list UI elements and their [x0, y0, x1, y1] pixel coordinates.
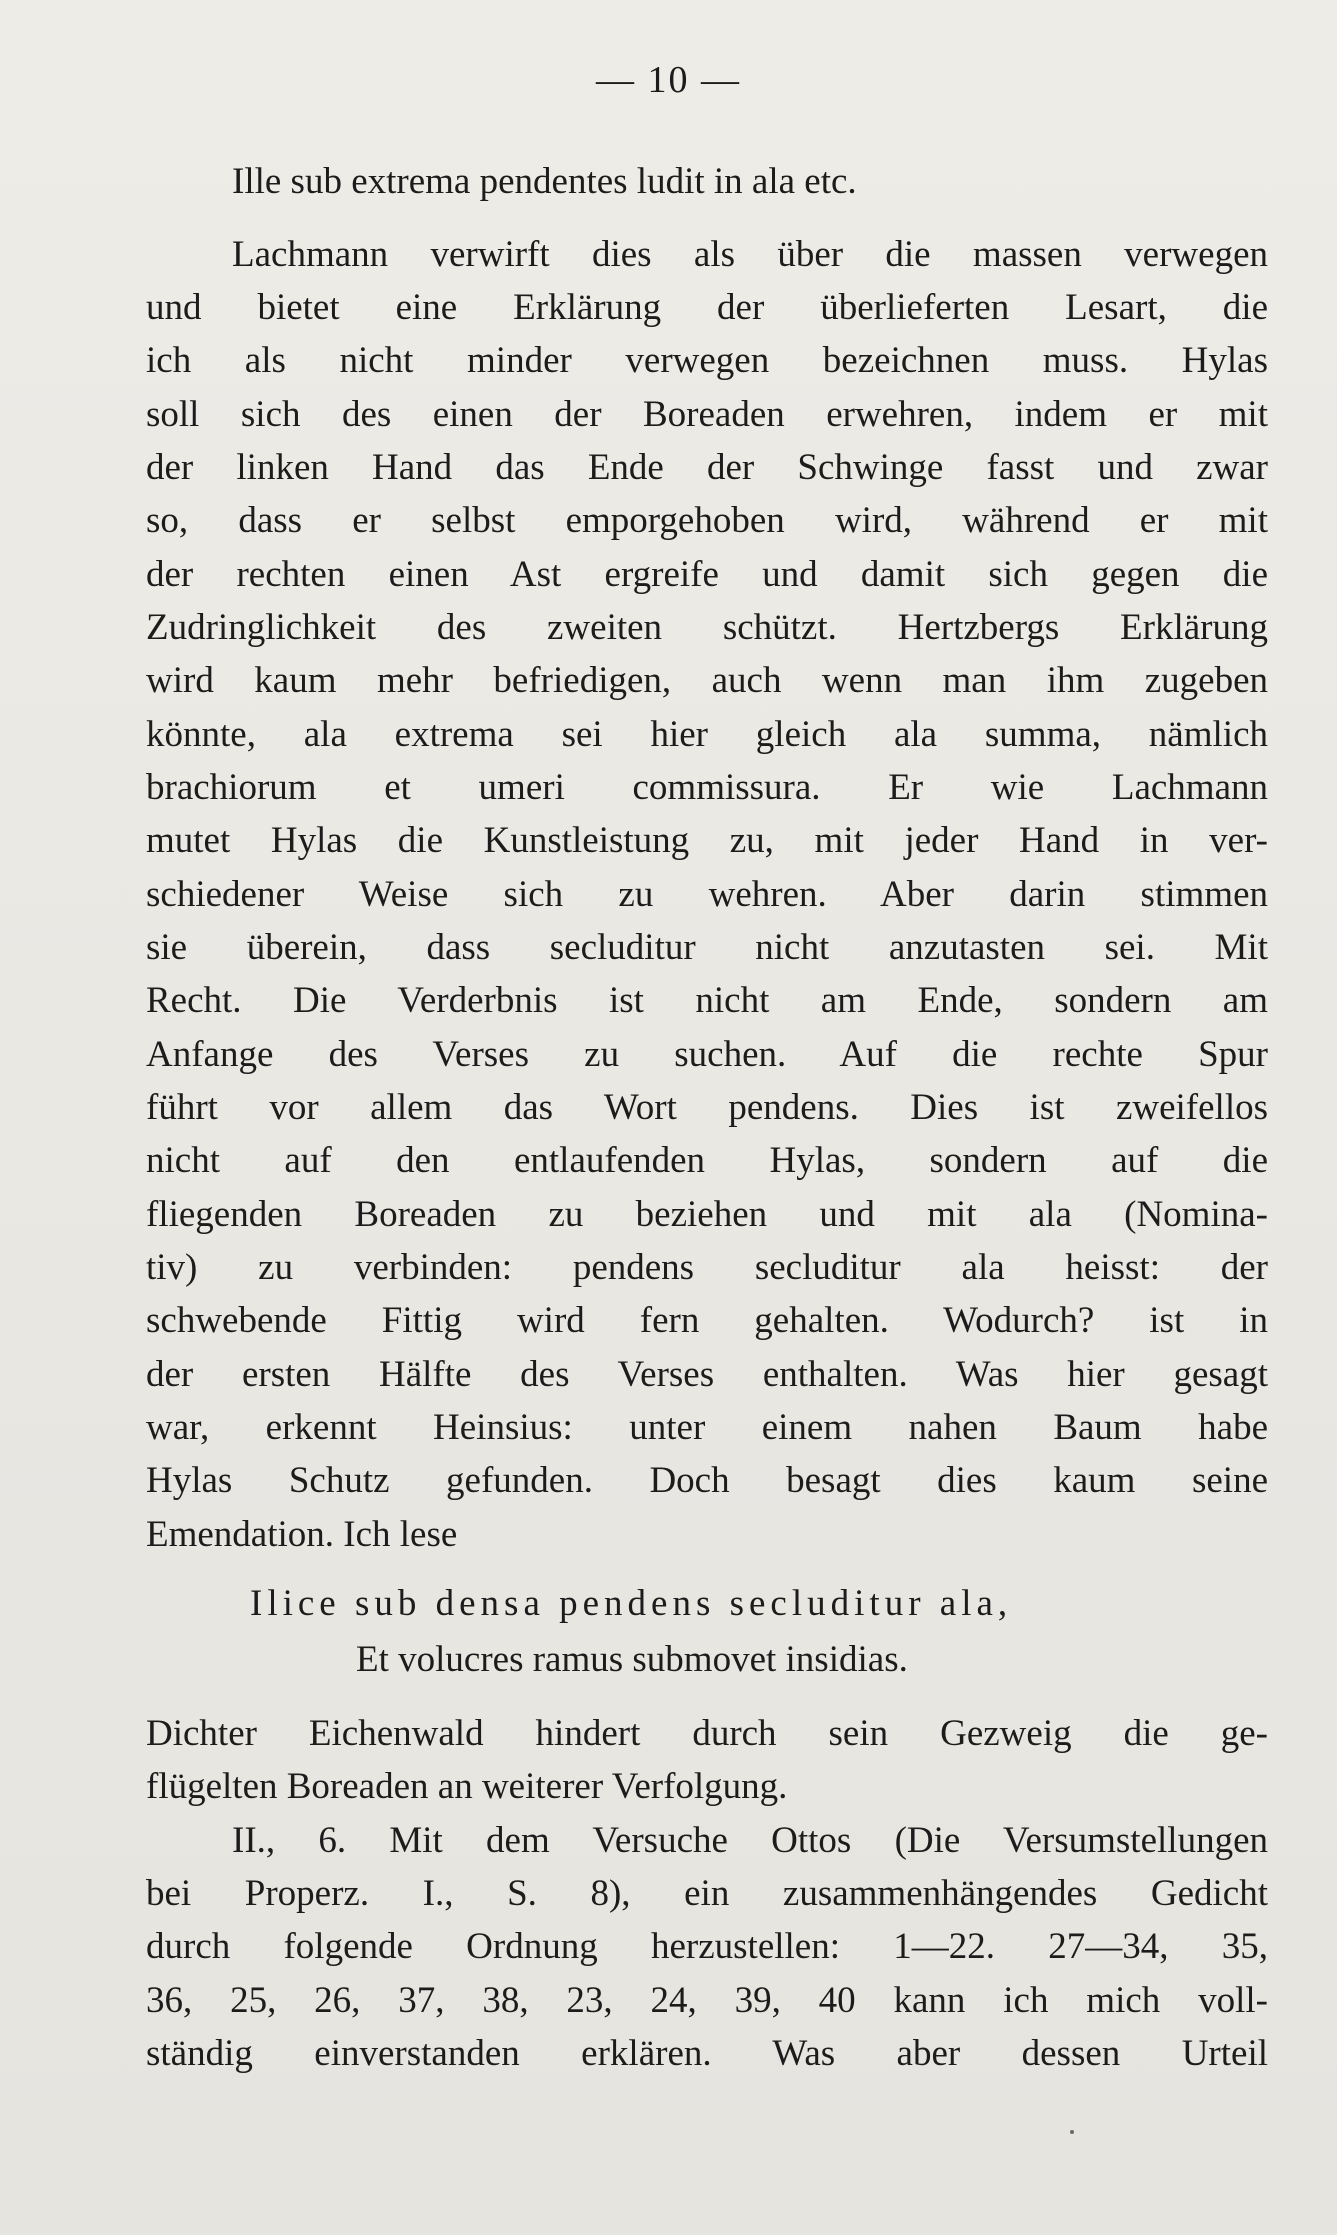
text-line: ständig einverstanden erklären. Was aber dessen Urteil [146, 2033, 1268, 2074]
text-line: wird kaum mehr befriedigen, auch wenn man ihm zugeben [146, 660, 1268, 701]
page-number: — 10 — [596, 59, 741, 101]
paper-speck [1070, 2130, 1074, 2134]
text-line: der rechten einen Ast ergreife und damit sich gegen die [146, 554, 1268, 595]
text-line: fliegenden Boreaden zu beziehen und mit ala (Nomina- [146, 1194, 1268, 1235]
text-line: brachiorum et umeri commissura. Er wie Lachmann [146, 767, 1268, 808]
text-line: mutet Hylas die Kunstleistung zu, mit jeder Hand in ver- [146, 820, 1268, 861]
verse-line: Ilice sub densa pendens secluditur ala, [250, 1583, 1013, 1624]
text-line: war, erkennt Heinsius: unter einem nahen Baum habe [146, 1407, 1268, 1448]
text-line: Ille sub extrema pendentes ludit in ala etc. [232, 161, 857, 202]
text-line: Anfange des Verses zu suchen. Auf die rechte Spur [146, 1034, 1268, 1075]
text-line: Hylas Schutz gefunden. Doch besagt dies kaum seine [146, 1460, 1268, 1501]
text-line: und bietet eine Erklärung der überlieferten Lesart, die [146, 287, 1268, 328]
text-line: sie überein, dass secluditur nicht anzutasten sei. Mit [146, 927, 1268, 968]
text-line: könnte, ala extrema sei hier gleich ala summa, nämlich [146, 714, 1268, 755]
text-line: schiedener Weise sich zu wehren. Aber darin stimmen [146, 874, 1268, 915]
text-line: II., 6. Mit dem Versuche Ottos (Die Versumstellungen [232, 1820, 1268, 1861]
text-line: Zudringlichkeit des zweiten schützt. Hertzbergs Erklärung [146, 607, 1268, 648]
text-line: bei Properz. I., S. 8), ein zusammenhängendes Gedicht [146, 1873, 1268, 1914]
text-line: ich als nicht minder verwegen bezeichnen muss. Hylas [146, 340, 1268, 381]
text-line: der linken Hand das Ende der Schwinge fasst und zwar [146, 447, 1268, 488]
text-line: nicht auf den entlaufenden Hylas, sondern auf die [146, 1140, 1268, 1181]
text-line: flügelten Boreaden an weiterer Verfolgung. [146, 1766, 788, 1807]
text-line: führt vor allem das Wort pendens. Dies ist zweifellos [146, 1087, 1268, 1128]
text-line: der ersten Hälfte des Verses enthalten. Was hier gesagt [146, 1354, 1268, 1395]
verse-line: Et volucres ramus submovet insidias. [356, 1639, 908, 1680]
text-line: durch folgende Ordnung herzustellen: 1—22. 27—34, 35, [146, 1926, 1268, 1967]
text-line: 36, 25, 26, 37, 38, 23, 24, 39, 40 kann ich mich voll- [146, 1980, 1268, 2021]
text-line: Lachmann verwirft dies als über die massen verwegen [232, 234, 1268, 275]
text-line: tiv) zu verbinden: pendens secluditur ala heisst: der [146, 1247, 1268, 1288]
text-line: Recht. Die Verderbnis ist nicht am Ende, sondern am [146, 980, 1268, 1021]
text-line: Emendation. Ich lese [146, 1514, 458, 1555]
text-line: Dichter Eichenwald hindert durch sein Gezweig die ge- [146, 1713, 1268, 1754]
text-line: soll sich des einen der Boreaden erwehren, indem er mit [146, 394, 1268, 435]
text-line: schwebende Fittig wird fern gehalten. Wodurch? ist in [146, 1300, 1268, 1341]
text-line: so, dass er selbst emporgehoben wird, während er mit [146, 500, 1268, 541]
